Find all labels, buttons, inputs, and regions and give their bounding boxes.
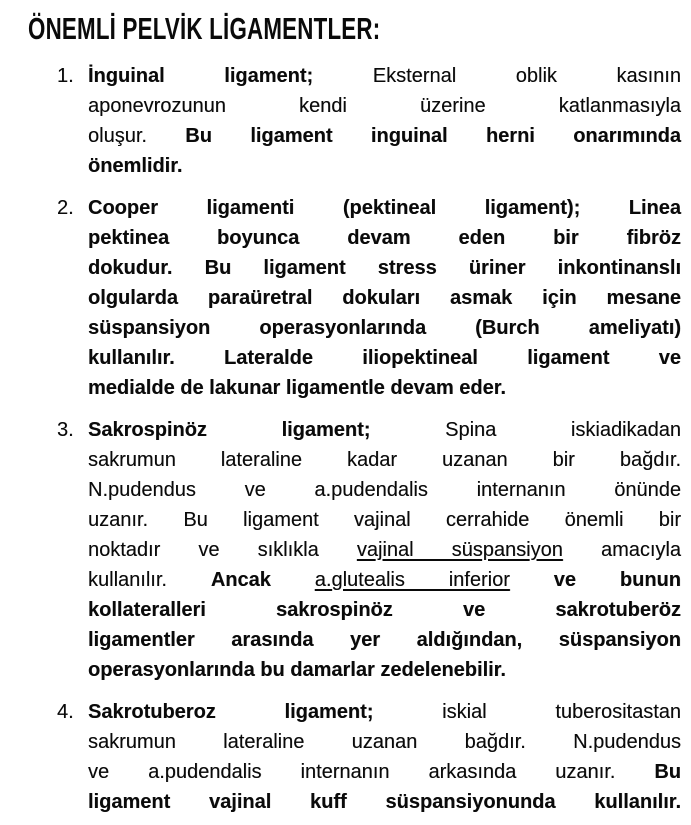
text-line [88,625,681,655]
regular-text: oluşur. [88,125,186,147]
bold-text: kullanılır. Lateralde iliopektineal ligament ve [88,347,681,369]
regular-text: sakrumun lateraline kadar uzanan bir bağdır. [88,449,681,471]
bold-text: İnguinal ligament; [88,65,373,87]
bold-text: pektinea boyunca devam eden bir fibröz [88,227,681,249]
text-line [88,505,681,535]
bold-text: Bu [654,761,681,783]
list-item-text [88,415,681,685]
list-item-number: 2. [57,197,74,219]
text-line [88,223,681,253]
page-title: ÖNEMLİ PELVİK LİGAMENTLER: [28,11,381,46]
text-line [88,373,681,403]
text-line [88,151,681,181]
regular-text: noktadır ve sıklıkla [88,539,357,561]
text-line [88,475,681,505]
regular-text: aponevrozunun kendi üzerine katlanmasıyla [88,95,681,117]
bold-text: Cooper ligamenti (pektineal ligament); Linea [88,197,681,219]
bold-text: ligament vajinal kuff süspansiyonunda kullanılır. [88,791,681,813]
list-item-text [88,697,681,817]
list-item-number: 3. [57,419,74,441]
list-item [0,193,691,403]
bold-text: olgularda paraüretral dokuları asmak için mesane [88,287,681,309]
bold-text: Sakrotuberoz ligament; [88,701,443,723]
bold-text: Ancak [210,569,315,591]
text-line [88,415,681,445]
ligament-list [0,61,691,817]
list-item-number: 4. [57,701,74,723]
regular-text: Spina iskiadikadan [445,419,681,441]
list-item [0,61,691,181]
text-line [88,313,681,343]
regular-text: ve a.pudendalis internanın arkasında uzanır. [88,761,655,783]
bold-text: süspansiyon operasyonlarında (Burch ameliyatı) [88,317,681,339]
text-line [88,727,681,757]
bold-text: Bu ligament inguinal herni onarımında [185,125,681,147]
text-line [88,253,681,283]
text-line [88,535,681,565]
regular-text: uzanır. Bu ligament vajinal cerrahide önemli bir [88,509,681,531]
list-item [0,697,691,817]
list-item-text [88,61,681,181]
bold-text: medialde de lakunar ligamentle devam eder. [88,377,506,399]
regular-text: iskial tuberositastan [442,701,681,723]
list-item-text [88,193,681,403]
regular-text: N.pudendus ve a.pudendalis internanın önünde [88,479,681,501]
text-line [88,655,681,685]
text-line [88,445,681,475]
bold-text: operasyonlarında bu damarlar zedelenebilir. [88,659,506,681]
regular-text: amacıyla [562,539,682,561]
list-item [0,415,691,685]
bold-text: önemlidir. [88,155,183,177]
text-line [88,343,681,373]
regular-text: kullanılır. [88,569,211,591]
text-line [88,565,681,595]
text-line [88,595,681,625]
text-line [88,193,681,223]
text-line [88,121,681,151]
bold-text: ve bunun [509,569,681,591]
list-item-number: 1. [57,65,74,87]
underlined-term: vajinal süspansiyon [356,539,563,561]
regular-text: sakrumun lateraline uzanan bağdır. N.pudendus [88,731,681,753]
text-line [88,697,681,727]
bold-text: kollateralleri sakrospinöz ve sakrotuberöz [88,599,681,621]
text-line [88,61,681,91]
text-line [88,787,681,817]
bold-text: ligamentler arasında yer aldığından, süspansiyon [88,629,681,651]
bold-text: dokudur. Bu ligament stress üriner inkontinanslı [88,257,681,279]
text-line [88,757,681,787]
regular-text: Eksternal oblik kasının [372,65,681,87]
text-line [88,283,681,313]
underlined-term: a.glutealis inferior [314,569,510,591]
text-line [88,91,681,121]
bold-text: Sakrospinöz ligament; [88,419,446,441]
